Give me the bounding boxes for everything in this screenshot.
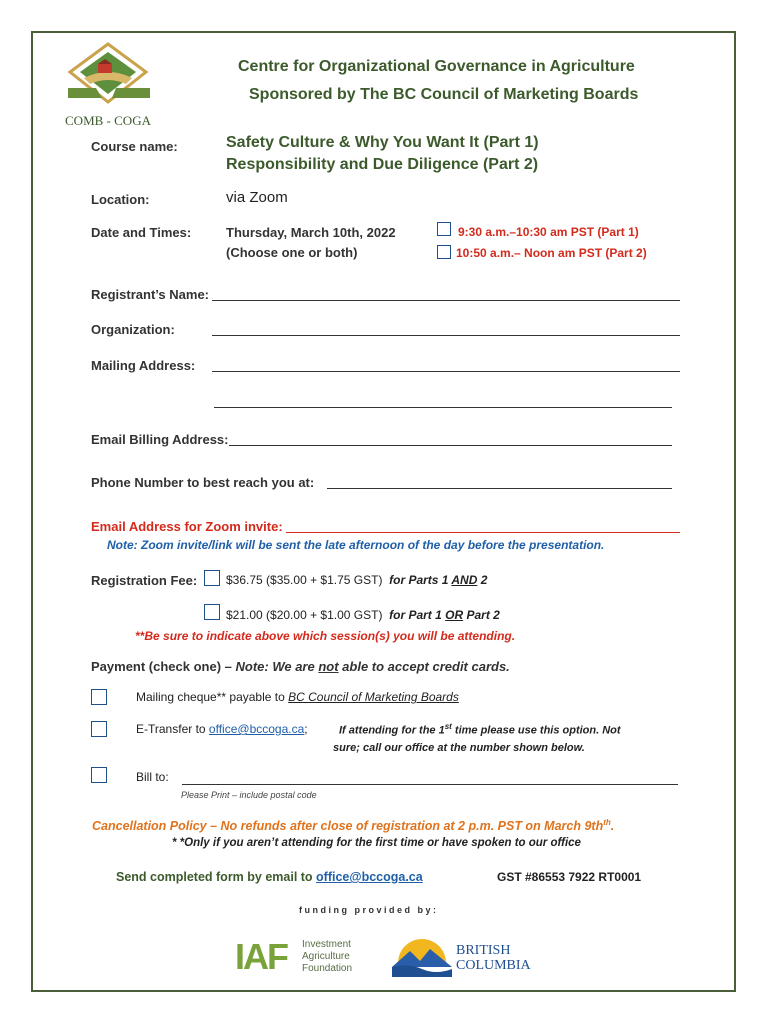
date-times-label: Date and Times: — [91, 225, 192, 240]
course-name-label: Course name: — [91, 139, 178, 154]
send-instructions — [116, 870, 423, 884]
fee-one-desc-pre: for Part 1 — [389, 608, 446, 622]
bc-sun-mountain-icon — [390, 935, 454, 979]
bc-line1: BRITISH — [456, 943, 511, 958]
send-text: Send completed form by email to — [116, 870, 317, 884]
fee-one-part-row — [226, 608, 500, 622]
date-value: Thursday, March 10th, 2022 — [226, 225, 396, 240]
fee-both-desc-pre: for Parts 1 — [389, 573, 452, 587]
location-label: Location: — [91, 192, 150, 207]
registration-fee-label: Registration Fee: — [91, 573, 198, 588]
phone-label: Phone Number to best reach you at: — [91, 475, 315, 490]
fee-one-or: OR — [445, 608, 464, 622]
bill-to-label: Bill to: — [136, 770, 169, 784]
logo-text: COMB - COGA — [65, 113, 151, 128]
etransfer-email-link[interactable]: office@bccoga.ca — [208, 722, 305, 736]
fee-both-desc-post: 2 — [477, 573, 488, 587]
payment-not: not — [318, 659, 339, 674]
gst-number: GST #86553 7922 RT0001 — [497, 870, 642, 884]
course-name-line1: Safety Culture & Why You Want It (Part 1) — [226, 134, 539, 151]
mailing-address-field-2[interactable] — [214, 407, 672, 408]
organization-field[interactable] — [212, 335, 680, 336]
etransfer-note-post: time please use this option. Not — [451, 724, 621, 737]
comb-coga-logo — [62, 40, 154, 128]
bill-to-checkbox[interactable] — [91, 767, 107, 783]
print-note: Please Print – include postal code — [181, 790, 317, 800]
fee-both-parts-checkbox[interactable] — [204, 570, 220, 586]
header-title-line2: Sponsored by The BC Council of Marketing Boards — [249, 86, 639, 103]
iaf-line2: Agriculture — [302, 951, 350, 962]
etransfer-note-line2: sure; call our office at the number shown below. — [333, 742, 585, 754]
only-note: * *Only if you aren’t attending for the first time or have spoken to our office — [172, 837, 581, 849]
funding-heading: f u n d i n g p r o v i d e d b y : — [299, 905, 436, 915]
email-billing-field[interactable] — [229, 445, 672, 446]
etransfer-note-sup: st — [444, 722, 452, 731]
fee-both-and: AND — [451, 573, 478, 587]
part2-time-checkbox[interactable] — [437, 245, 451, 259]
bc-line2: COLUMBIA — [456, 958, 531, 973]
fee-one-desc-post: Part 2 — [463, 608, 500, 622]
etransfer-note-pre: If attending for the 1 — [339, 724, 445, 737]
iaf-letters: IAF — [235, 936, 287, 977]
registrant-name-field[interactable] — [212, 300, 680, 301]
registrant-name-label: Registrant’s Name: — [91, 287, 209, 302]
iaf-logo — [235, 937, 375, 982]
zoom-email-field[interactable] — [286, 532, 680, 533]
zoom-email-label: Email Address for Zoom invite: — [91, 519, 283, 534]
cancel-text: Cancellation Policy – No refunds after close of registration at 2 p.m. PST on March 9th — [92, 819, 604, 834]
cheque-payee: BC Council of Marketing Boards — [288, 690, 459, 704]
part2-time-label: 10:50 a.m.– Noon am PST (Part 2) — [456, 246, 647, 260]
cancellation-policy — [92, 818, 614, 833]
course-name-line2: Responsibility and Due Diligence (Part 2) — [226, 156, 539, 173]
part1-time-checkbox[interactable] — [437, 222, 451, 236]
header-title-line1: Centre for Organizational Governance in Agriculture — [238, 58, 635, 75]
fee-both-amount: $36.75 ($35.00 + $1.75 GST) — [226, 573, 383, 587]
logo-emblem-icon — [62, 40, 154, 110]
payment-heading — [91, 659, 510, 674]
iaf-line1: Investment — [302, 939, 351, 950]
choose-note: (Choose one or both) — [226, 245, 358, 260]
cancel-end: . — [610, 819, 615, 834]
send-email-link[interactable]: office@bccoga.ca — [316, 870, 423, 884]
mailing-address-label: Mailing Address: — [91, 358, 196, 373]
cheque-option — [136, 690, 459, 704]
payment-heading-pre: Payment (check one) – — [91, 659, 236, 674]
phone-field[interactable] — [327, 488, 672, 489]
fee-both-parts-row — [226, 573, 487, 587]
etransfer-checkbox[interactable] — [91, 721, 107, 737]
iaf-line3: Foundation — [302, 963, 353, 974]
cheque-text: Mailing cheque** payable to — [136, 690, 289, 704]
mailing-address-field-1[interactable] — [212, 371, 680, 372]
payment-note-pre: Note: We are — [235, 659, 319, 674]
payment-note-post: able to accept credit cards. — [338, 659, 510, 674]
etransfer-option — [136, 722, 308, 736]
cheque-checkbox[interactable] — [91, 689, 107, 705]
location-value: via Zoom — [226, 189, 288, 206]
bill-to-field[interactable] — [182, 784, 678, 785]
bc-logo — [390, 935, 535, 983]
etransfer-note-line1 — [339, 722, 621, 737]
zoom-note: Note: Zoom invite/link will be sent the late afternoon of the day before the presentation. — [107, 538, 605, 552]
fee-one-amount: $21.00 ($20.00 + $1.00 GST) — [226, 608, 383, 622]
part1-time-label: 9:30 a.m.–10:30 am PST (Part 1) — [458, 225, 639, 239]
email-billing-label: Email Billing Address: — [91, 432, 229, 447]
etransfer-text: E-Transfer to — [136, 722, 209, 736]
cancel-sup: th — [603, 818, 611, 827]
organization-label: Organization: — [91, 322, 175, 337]
fee-one-part-checkbox[interactable] — [204, 604, 220, 620]
session-reminder: **Be sure to indicate above which session(s) you will be attending. — [135, 629, 516, 643]
etransfer-separator: ; — [304, 722, 308, 736]
